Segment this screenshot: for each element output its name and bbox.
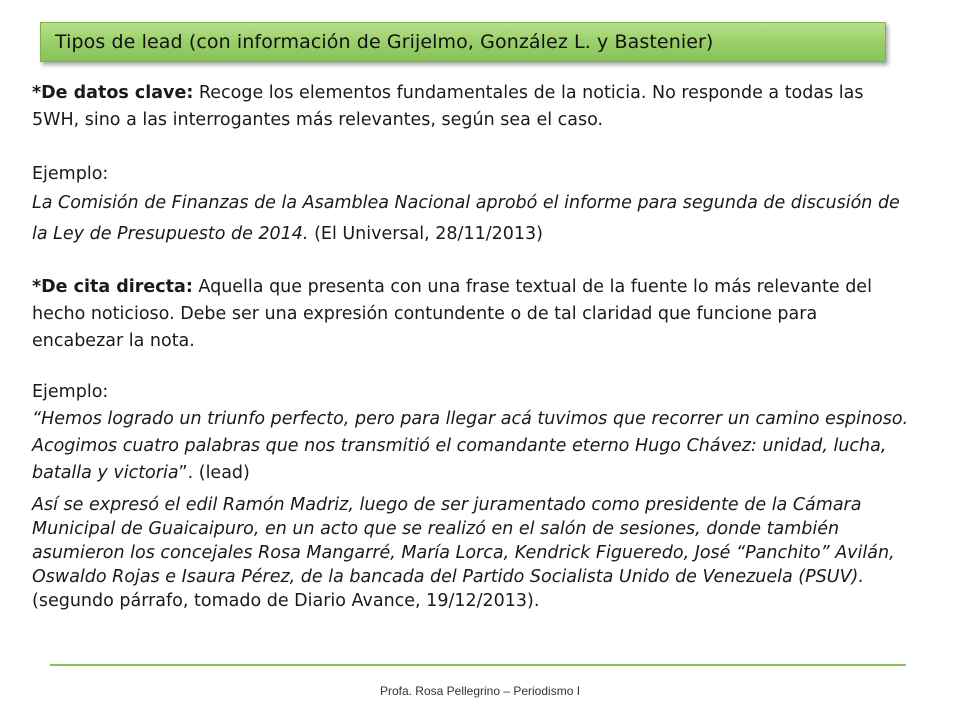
slide-title: Tipos de lead (con información de Grijelmo, González L. y Bastenier) xyxy=(55,31,714,53)
slide-content xyxy=(32,80,912,613)
section-cita-directa xyxy=(32,274,912,355)
example-label: Ejemplo: xyxy=(32,382,109,402)
footer-divider xyxy=(50,664,906,666)
example-datos-clave-source: (El Universal, 28/11/2013) xyxy=(308,224,543,244)
section-datos-clave-heading: *De datos clave: xyxy=(32,83,194,103)
section-cita-directa-heading: *De cita directa: xyxy=(32,277,193,297)
followup-paragraph-text: Así se expresó el edil Ramón Madriz, luego de ser juramentado como presidente de la Cámara Municipal de Guaicaipuro, en un acto que se realizó en el salón de sesiones, donde también asumieron los concejales Rosa Mangarré, María Lorca, Kendrick Figueredo, José “Panchito” Avilán, Oswaldo Rojas e Isaura Pérez, de la bancada del Partido Socialista Unido de Venezuela (PSUV). xyxy=(32,495,895,587)
example-label: Ejemplo: xyxy=(32,164,109,184)
section-datos-clave xyxy=(32,80,912,134)
example-datos-clave xyxy=(32,188,912,250)
example-cita-directa xyxy=(32,406,912,487)
slide-title-banner xyxy=(40,22,886,62)
section-datos-clave-body: Recoge los elementos fundamentales de la noticia. No responde a todas las 5WH, sino a las interrogantes más relevantes, según sea el caso. xyxy=(32,83,864,130)
section-cita-directa-body: Aquella que presenta con una frase textual de la fuente lo más relevante del hecho noticioso. Debe ser una expresión contundente o de tal claridad que funcione para encabezar la nota. xyxy=(32,277,872,351)
spacer xyxy=(32,134,912,161)
example-cita-directa-quote: “Hemos logrado un triunfo perfecto, pero para llegar acá tuvimos que recorrer un camino espinoso. Acogimos cuatro palabras que nos transmitió el comandante eterno Hugo Chávez: unidad, lucha, batalla y victoria xyxy=(32,409,909,483)
followup-paragraph-source: (segundo párrafo, tomado de Diario Avance, 19/12/2013). xyxy=(32,591,540,611)
spacer xyxy=(32,355,912,379)
footer-credit: Profa. Rosa Pellegrino – Periodismo I xyxy=(379,684,581,698)
example-followup-paragraph xyxy=(32,493,912,613)
example-cita-directa-tail: ”. (lead) xyxy=(178,463,250,483)
spacer xyxy=(32,250,912,274)
example-datos-clave-text: La Comisión de Finanzas de la Asamblea Nacional aprobó el informe para segunda de discusión de la Ley de Presupuesto de 2014. xyxy=(32,193,900,244)
